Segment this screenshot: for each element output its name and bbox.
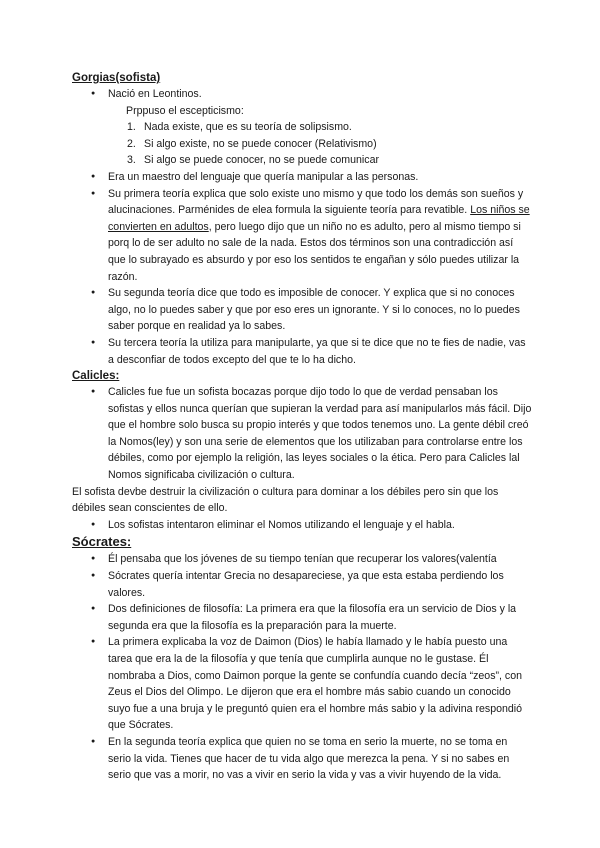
point-text: Si algo se puede conocer, no se puede comunicar bbox=[144, 154, 379, 167]
calicles-list-2 bbox=[72, 517, 532, 534]
calicles-list bbox=[72, 384, 532, 484]
list-item: ● Dos definiciones de filosofía: La primera era que la filosofía era un servicio de Dios y la segunda era que la filosofía es la preparación para la muerte. bbox=[108, 601, 532, 634]
list-item: ● Calicles fue fue un sofista bocazas porque dijo todo lo que de verdad pensaban los sofistas y ellos nunca querían que supieran la verdad para así manipularlos más fácil. Dijo que el hombre solo busca su propio interés y que todos tenemos uno. La gente débil creó la Nomos(ley) y son una serie de elementos que los utilizaban para controlarse entre los débiles, como por ejemplo la religión, las leyes sociales o la ética. Pero para Calicles lal Nomos significaba civilización o cultura. bbox=[108, 384, 532, 484]
gorgias-born: Nació en Leontinos. bbox=[108, 88, 202, 100]
list-item bbox=[108, 186, 532, 286]
list-item: ● La primera explicaba la voz de Daimon (Dios) le había llamado y le había puesto una tarea que era la de la filosofía y que tenía que cumplirla aunque no le gustase. Él nombraba a Dios, como Daimon porque la gente se confundía cuando decía “zeos”, con Zeus el Dios del Olimpo. Le dijeron que era el hombre más sabio cuando un conocido suyo fue a una bruja y le preguntó quien era el hombre más sabio y la adivina respondió que Sócrates. bbox=[108, 634, 532, 734]
list-item: 1. Nada existe, que es su teoría de solipsismo. bbox=[127, 121, 352, 134]
list-item: 2. Si algo existe, no se puede conocer (Relativismo) bbox=[127, 137, 377, 150]
underlined-phrase: Los niños se convierten en adultos bbox=[108, 204, 530, 233]
gorgias-proposed: Prppuso el escepticismo: bbox=[126, 104, 244, 117]
list-item: ● Era un maestro del lenguaje que quería manipular a las personas. bbox=[108, 169, 532, 186]
list-item: ● Sócrates quería intentar Grecia no desapareciese, ya que esta estaba perdiendo los valores. bbox=[108, 568, 532, 601]
gorgias-list-2 bbox=[72, 169, 532, 368]
list-item bbox=[108, 86, 532, 119]
point-text: Nada existe, que es su teoría de solipsismo. bbox=[144, 121, 352, 134]
list-item: ● En la segunda teoría explica que quien no se toma en serio la muerte, no se toma en serio la vida. Tienes que hacer de tu vida algo que merezca la pena. Y si no sabes en serio que vas a morir, no vas a vivir en serio la vida y vas a vivir huyendo de la vida. bbox=[108, 734, 532, 784]
gorgias-heading: Gorgias(sofista) bbox=[72, 72, 161, 84]
list-item: ● Su tercera teoría la utiliza para manipularte, ya que si te dice que no te fies de nadie, vas a desconfiar de todos excepto del que te lo ha dicho. bbox=[108, 335, 532, 368]
list-item: 3. Si algo se puede conocer, no se puede comunicar bbox=[127, 154, 379, 167]
socrates-list bbox=[72, 551, 532, 783]
first-theory-b: , pero luego dijo que un niño no es adulto, pero al mismo tiempo si porq lo de ser adulto no sale de la nada. Estos dos términos son una contradicción así que lo subrayado es absurdo y por eso los sentidos te engañan y sólo puedes utilizar la razón. bbox=[108, 220, 521, 283]
first-theory-a: Su primera teoría explica que solo existe uno mismo y que todo los demás son sueños y alucinaciones. Parménides de elea formula la siguiente teoría para revatible. bbox=[108, 187, 524, 217]
calicles-heading: Calicles: bbox=[72, 370, 120, 383]
socrates-heading: Sócrates: bbox=[72, 534, 132, 550]
document-page bbox=[72, 70, 532, 784]
list-item: ● Su segunda teoría dice que todo es imposible de conocer. Y explica que si no conoces algo, no lo puedes saber y que por eso eres un ignorante. Y si lo conoces, no lo puedes saber porque en realidad ya lo sabes. bbox=[108, 285, 532, 335]
point-text: Si algo existe, no se puede conocer (Relativismo) bbox=[144, 137, 377, 150]
gorgias-numbered-list bbox=[72, 119, 532, 169]
list-item: ● Él pensaba que los jóvenes de su tiempo tenían que recuperar los valores(valentía bbox=[108, 551, 532, 568]
list-item: ● Los sofistas intentaron eliminar el Nomos utilizando el lenguaje y el habla. bbox=[108, 517, 532, 534]
calicles-paragraph: El sofista devbe destruir la civilización o cultura para dominar a los débiles pero sin que los débiles sean conscientes de ello. bbox=[72, 485, 499, 515]
gorgias-list bbox=[72, 86, 532, 119]
